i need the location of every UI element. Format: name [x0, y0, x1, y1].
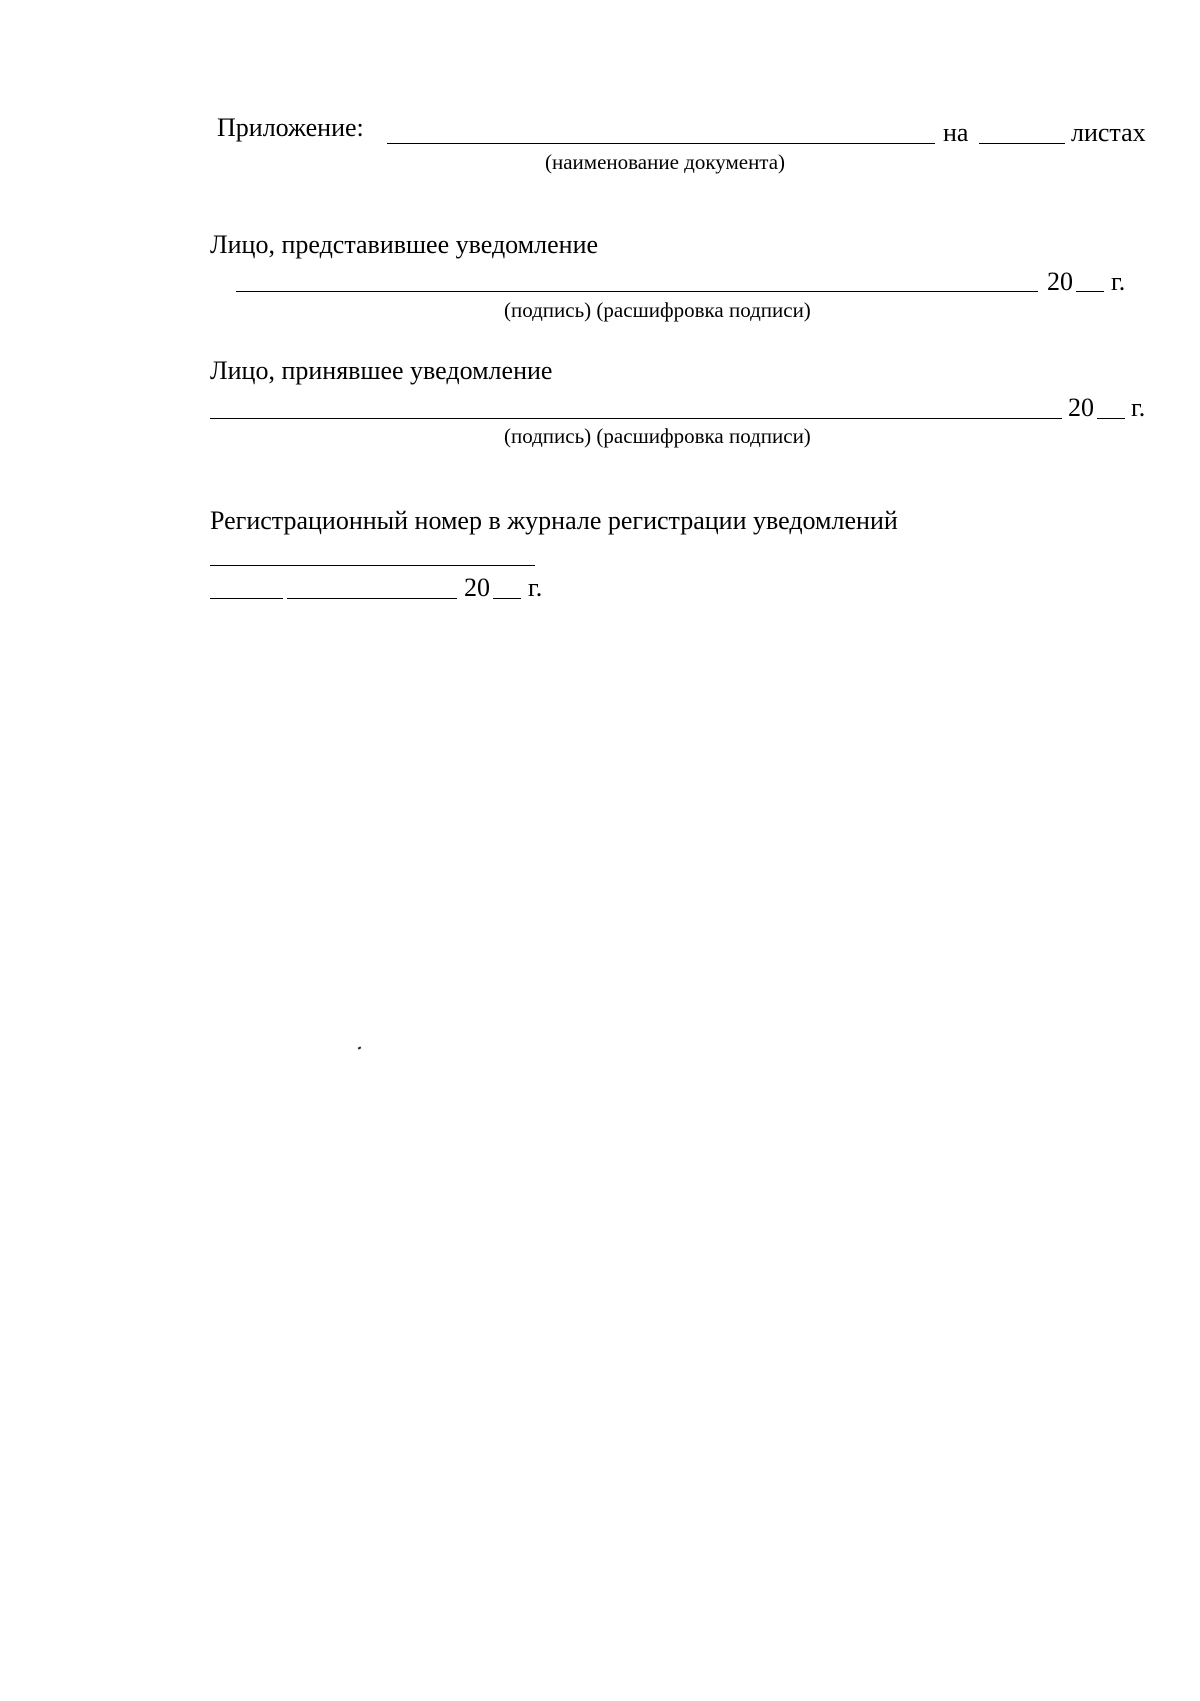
receiver-signature-blank[interactable]	[210, 418, 1062, 419]
attachment-document-blank[interactable]	[387, 143, 935, 144]
registration-year-suffix: г.	[528, 573, 543, 602]
submitter-label: Лицо, представившее уведомление	[210, 230, 599, 259]
attachment-sheets-count-blank[interactable]	[979, 143, 1065, 144]
registration-day-blank[interactable]	[210, 598, 283, 599]
receiver-caption: (подпись) (расшифровка подписи)	[504, 424, 811, 448]
submitter-year-blank[interactable]	[1076, 291, 1104, 292]
submitter-year-prefix: 20	[1047, 267, 1073, 296]
attachment-label: Приложение:	[217, 113, 364, 142]
registration-number-blank[interactable]	[210, 565, 535, 566]
scan-speck	[358, 1046, 362, 1049]
registration-year-blank[interactable]	[493, 598, 521, 599]
submitter-year-suffix: г.	[1111, 267, 1126, 296]
receiver-year-blank[interactable]	[1097, 418, 1125, 419]
receiver-year-prefix: 20	[1068, 393, 1094, 422]
attachment-on-word: на	[943, 118, 969, 147]
receiver-label: Лицо, принявшее уведомление	[210, 356, 553, 385]
receiver-year-suffix: г.	[1131, 393, 1146, 422]
registration-month-blank[interactable]	[287, 598, 457, 599]
attachment-sheets-word: листах	[1071, 118, 1146, 147]
submitter-signature-blank[interactable]	[236, 291, 1038, 292]
submitter-caption: (подпись) (расшифровка подписи)	[504, 298, 811, 322]
registration-label: Регистрационный номер в журнале регистрации уведомлений	[210, 506, 898, 535]
registration-year-prefix: 20	[464, 573, 490, 602]
attachment-caption: (наименование документа)	[545, 150, 786, 174]
